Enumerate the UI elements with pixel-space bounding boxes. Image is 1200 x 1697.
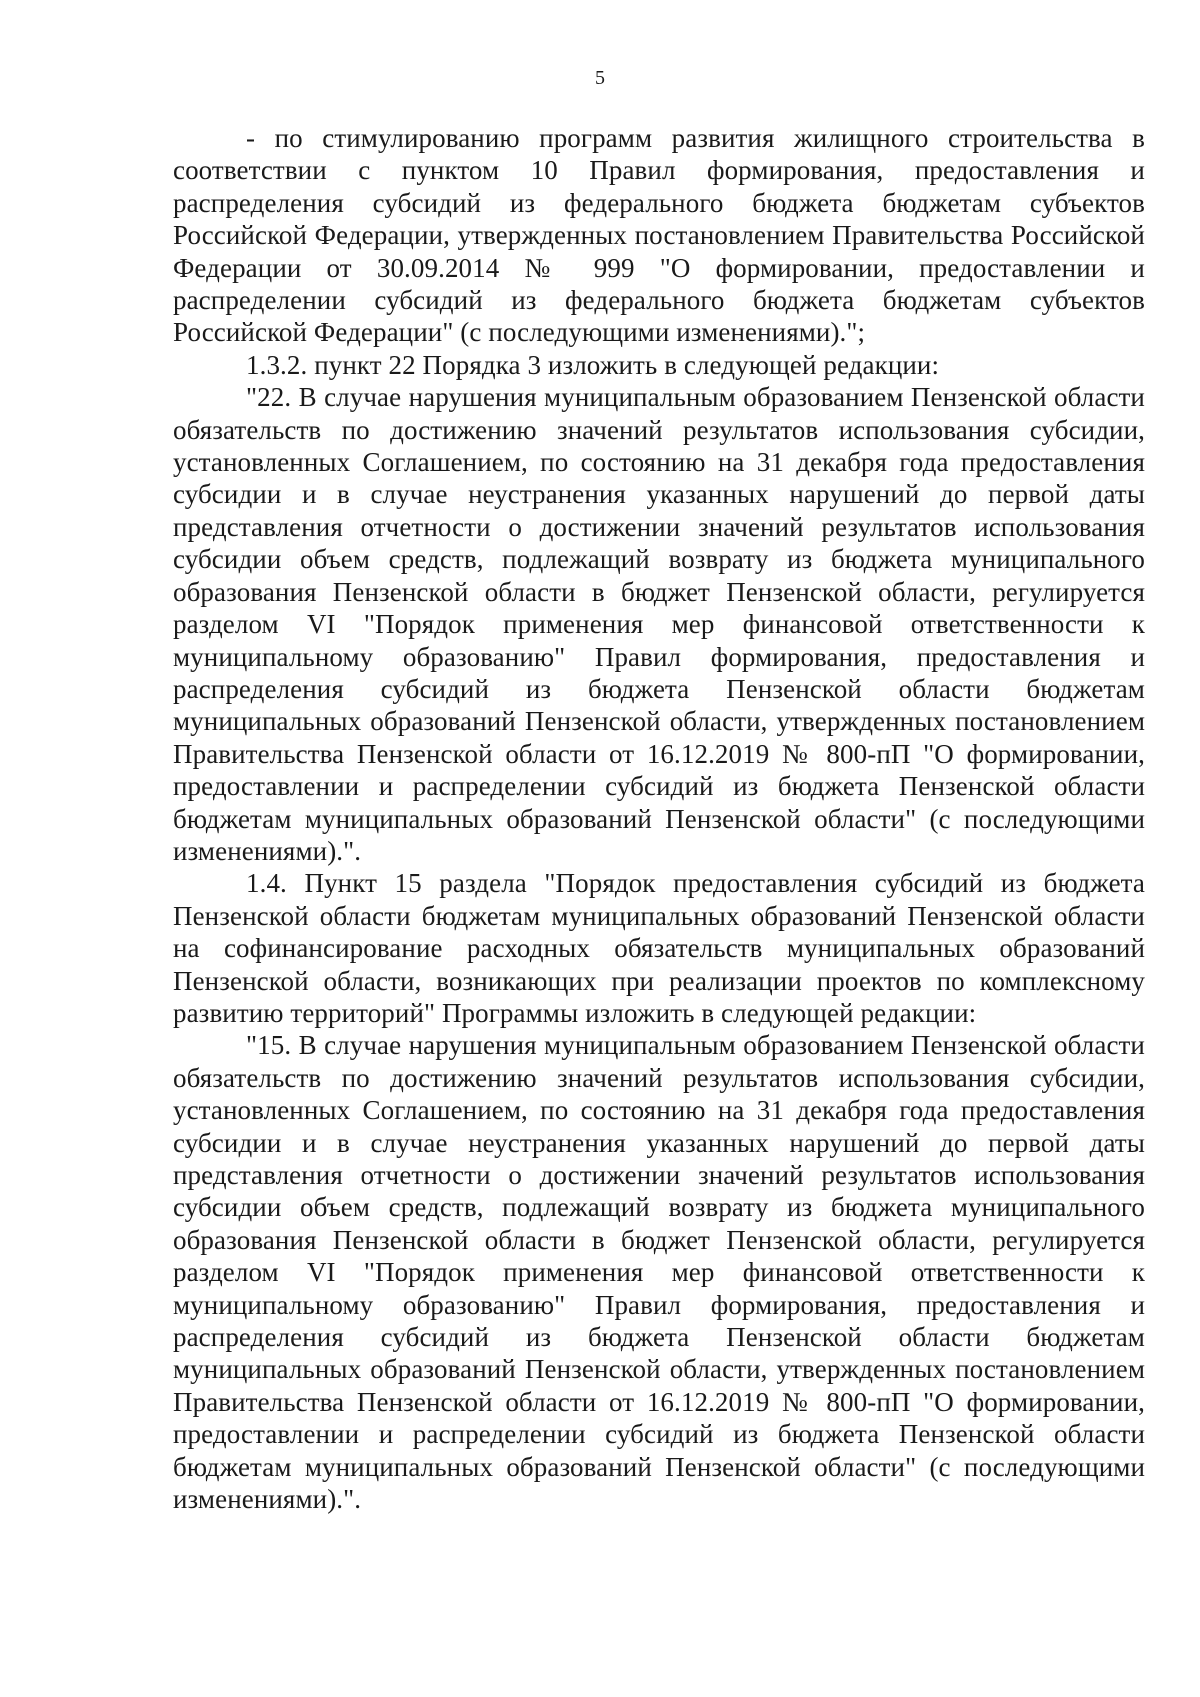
- paragraph-clause-15: "15. В случае нарушения муниципальным образованием Пензенской области обязательств по достижению значений результатов использования субсидии, установленных Соглашением, по состоянию на 31 декабря года предоставления субсидии и в случае неустранения указанных нарушений до первой даты представления отчетности о достижении значений результатов использования субсидии объем средств, подлежащий возврату из бюджета муниципального образования Пензенской области в бюджет Пензенской области, регулируется разделом VI "Порядок применения мер финансовой ответственности к муниципальному образованию" Правил формирования, предоставления и распределения субсидий из бюджета Пензенской области бюджетам муниципальных образований Пензенской области, утвержденных постановлением Правительства Пензенской области от 16.12.2019 № 800-пП "О формировании, предоставлении и распределении субсидий из бюджета Пензенской области бюджетам муниципальных образований Пензенской области" (с последующими изменениями).".: [173, 1030, 1145, 1515]
- paragraph-housing-stimulation: - по стимулированию программ развития жилищного строительства в соответствии с пунктом 10 Правил формирования, предоставления и распределения субсидий из федерального бюджета бюджетам субъектов Российской Федерации, утвержденных постановлением Правительства Российской Федерации от 30.09.2014 № 999 "О формировании, предоставлении и распределении субсидий из федерального бюджета бюджетам субъектов Российской Федерации" (с последующими изменениями).";: [173, 123, 1145, 348]
- paragraph-clause-22: "22. В случае нарушения муниципальным образованием Пензенской области обязательств по достижению значений результатов использования субсидии, установленных Соглашением, по состоянию на 31 декабря года предоставления субсидии и в случае неустранения указанных нарушений до первой даты представления отчетности о достижении значений результатов использования субсидии объем средств, подлежащий возврату из бюджета муниципального образования Пензенской области в бюджет Пензенской области, регулируется разделом VI "Порядок применения мер финансовой ответственности к муниципальному образованию" Правил формирования, предоставления и распределения субсидий из бюджета Пензенской области бюджетам муниципальных образований Пензенской области, утвержденных постановлением Правительства Пензенской области от 16.12.2019 № 800-пП "О формировании, предоставлении и распределении субсидий из бюджета Пензенской области бюджетам муниципальных образований Пензенской области" (с последующими изменениями).".: [173, 382, 1145, 866]
- page-number: 5: [595, 67, 605, 89]
- paragraph-item-1-3-2: 1.3.2. пункт 22 Порядка 3 изложить в следующей редакции:: [246, 349, 940, 380]
- paragraph-item-1-4: 1.4. Пункт 15 раздела "Порядок предоставления субсидий из бюджета Пензенской области бюджетам муниципальных образований Пензенской области на софинансирование расходных обязательств муниципальных образований Пензенской области, возникающих при реализации проектов по комплексному развитию территорий" Программы изложить в следующей редакции:: [173, 868, 1145, 1028]
- document-body: [173, 122, 1145, 1515]
